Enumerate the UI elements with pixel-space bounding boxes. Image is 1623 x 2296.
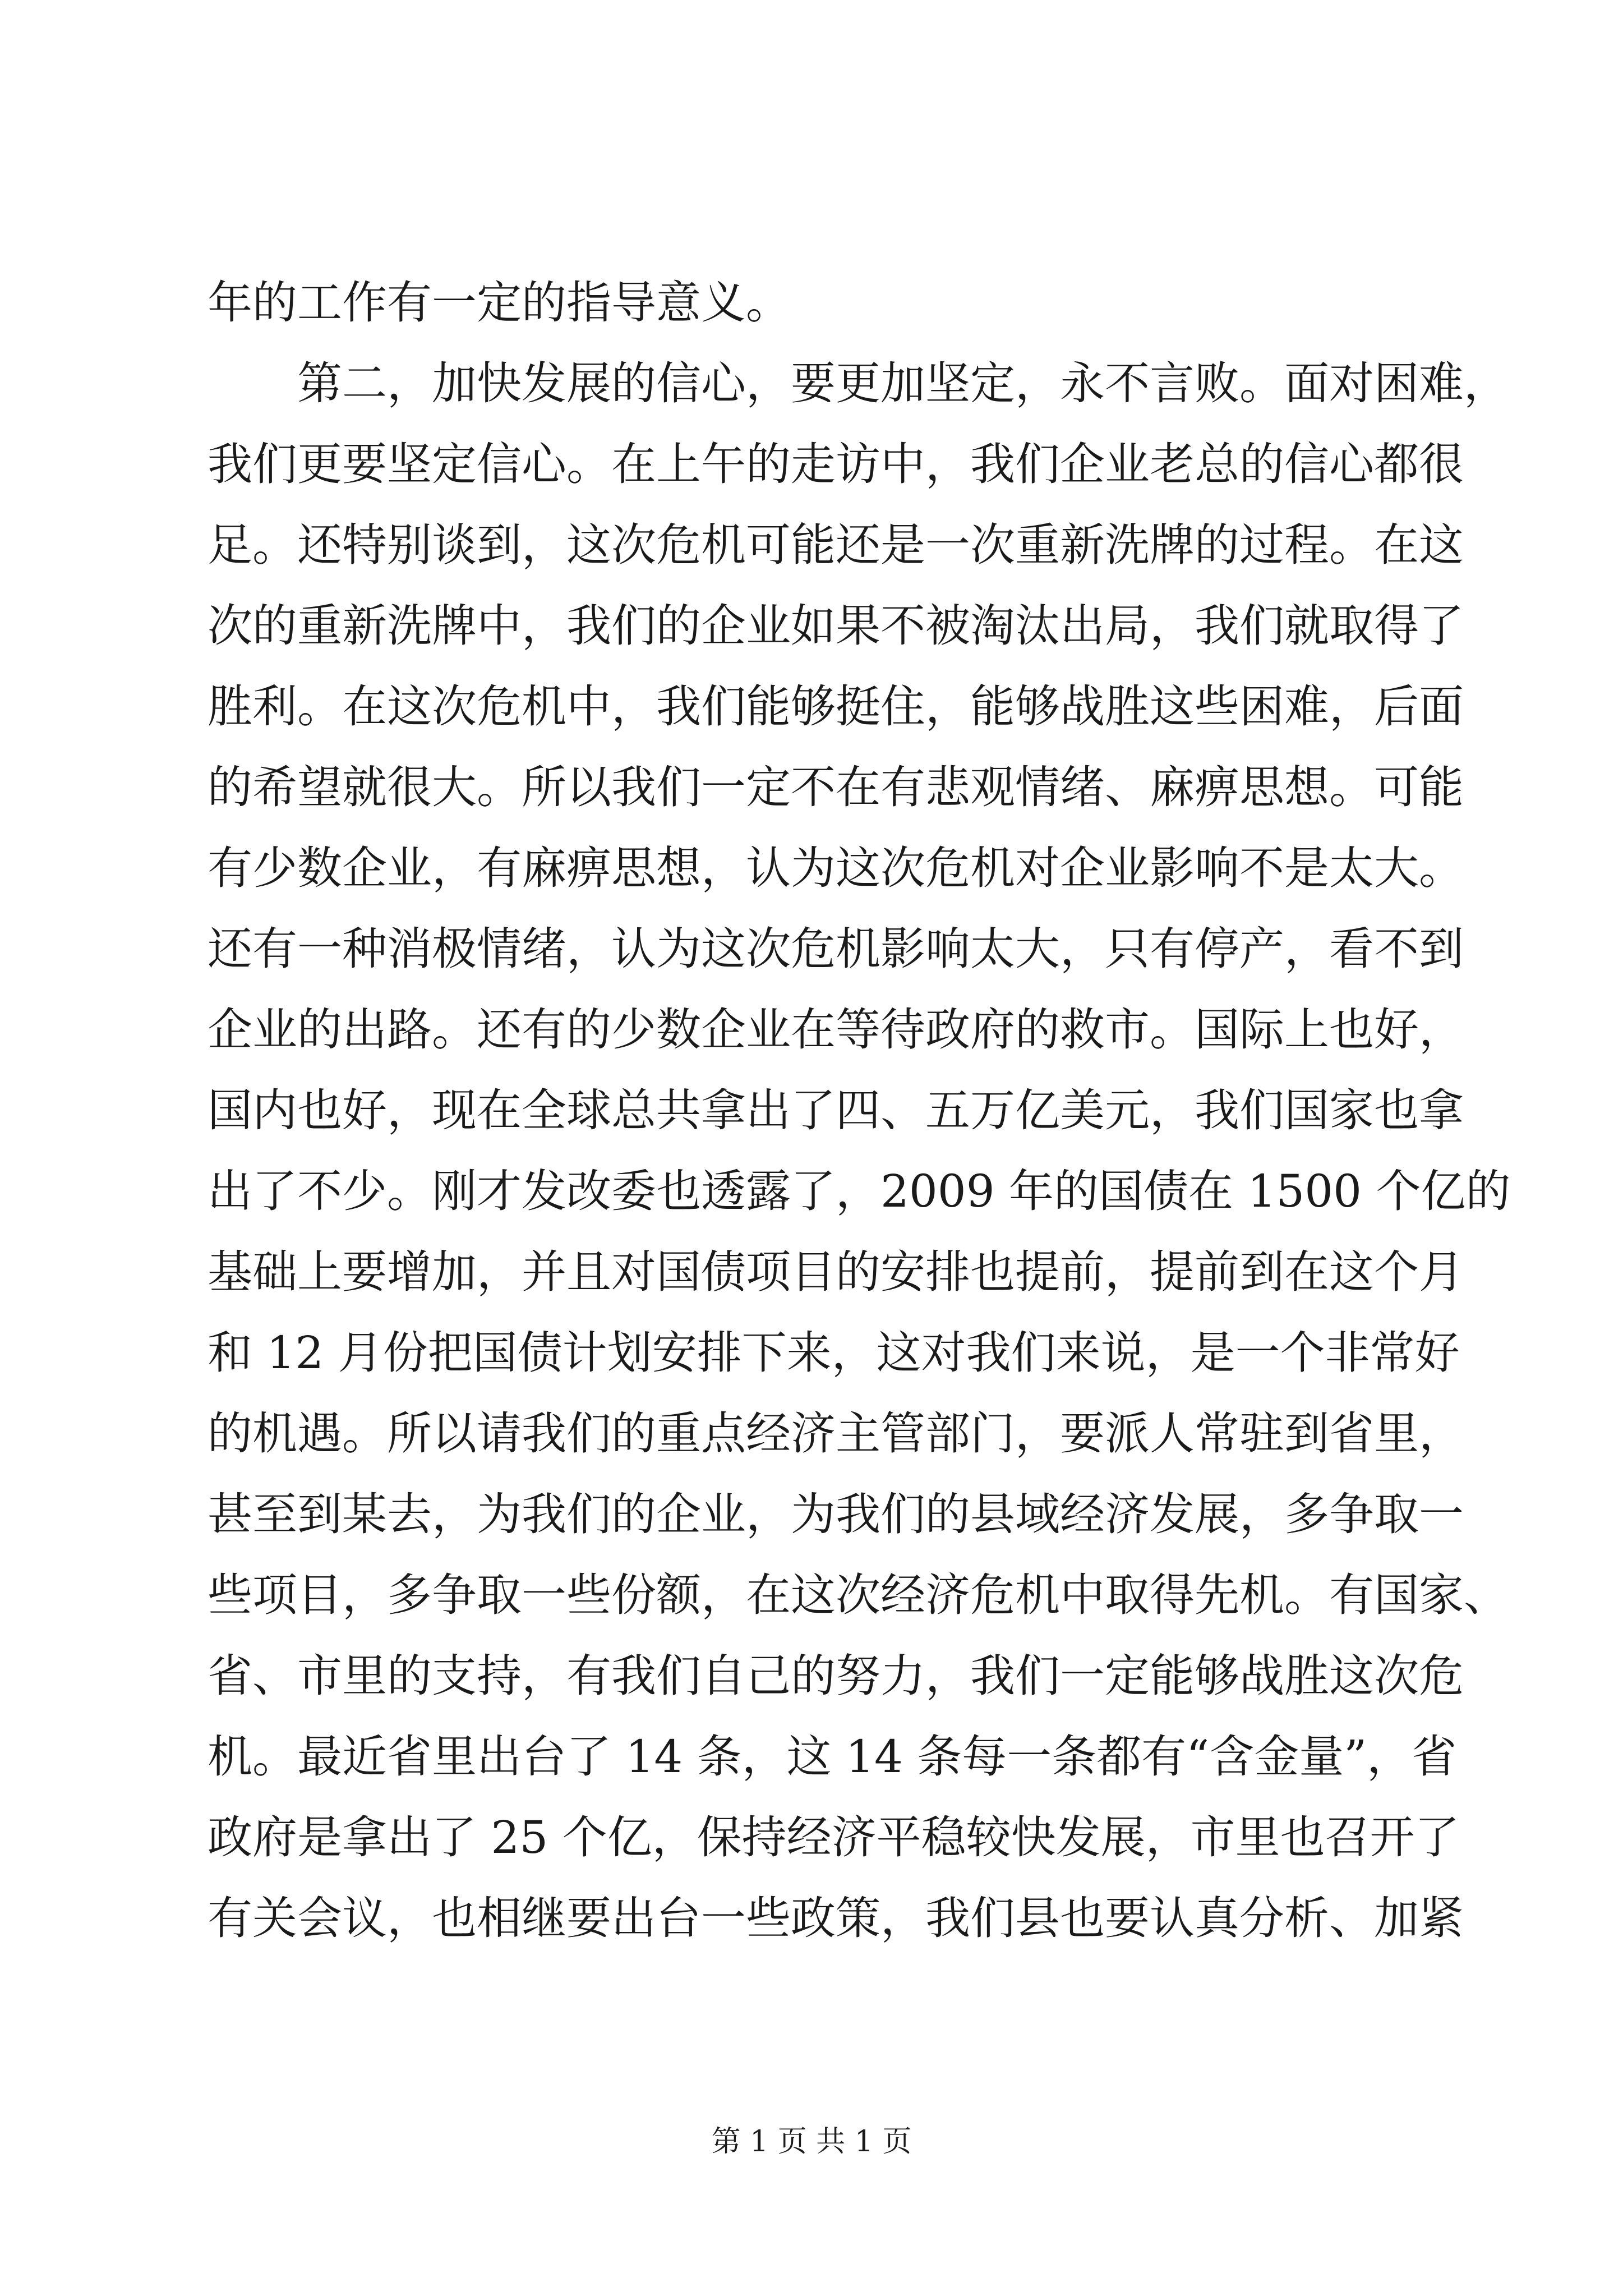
text-line: 胜利。在这次危机中，我们能够挺住，能够战胜这些困难，后面	[208, 680, 1464, 733]
text-line: 有关会议，也相继要出台一些政策，我们县也要认真分析、加紧	[208, 1892, 1464, 1944]
text-line: 第二，加快发展的信心，要更加坚定，永不言败。面对困难，	[208, 357, 1509, 409]
text-line: 甚至到某去，为我们的企业，为我们的县域经济发展，多争取一	[208, 1488, 1464, 1540]
text-line: 基础上要增加，并且对国债项目的安排也提前，提前到在这个月	[208, 1246, 1464, 1298]
text-line: 足。还特别谈到，这次危机可能还是一次重新洗牌的过程。在这	[208, 519, 1464, 571]
text-line: 政府是拿出了 25 个亿，保持经济平稳较快发展，市里也召开了	[208, 1811, 1460, 1864]
text-line: 的希望就很大。所以我们一定不在有悲观情绪、麻痹思想。可能	[208, 761, 1464, 813]
page-footer: 第 1 页 共 1 页	[711, 2125, 912, 2159]
body-text	[208, 263, 1511, 1959]
text-line: 的机遇。所以请我们的重点经济主管部门，要派人常驻到省里，	[208, 1407, 1464, 1460]
text-line: 出了不少。刚才发改委也透露了，2009 年的国债在 1500 个亿的	[208, 1165, 1511, 1217]
text-line: 些项目，多争取一些份额，在这次经济危机中取得先机。有国家、	[208, 1569, 1509, 1621]
text-line: 企业的出路。还有的少数企业在等待政府的救市。国际上也好，	[208, 1004, 1464, 1056]
text-line: 次的重新洗牌中，我们的企业如果不被淘汰出局，我们就取得了	[208, 600, 1464, 652]
text-line: 还有一种消极情绪，认为这次危机影响太大，只有停产，看不到	[208, 923, 1464, 975]
text-line: 省、市里的支持，有我们自己的努力，我们一定能够战胜这次危	[208, 1650, 1464, 1702]
text-line: 国内也好，现在全球总共拿出了四、五万亿美元，我们国家也拿	[208, 1084, 1464, 1137]
text-line: 有少数企业，有麻痹思想，认为这次危机对企业影响不是太大。	[208, 842, 1464, 894]
text-line: 和 12 月份把国债计划安排下来，这对我们来说，是一个非常好	[208, 1327, 1460, 1379]
text-line: 年的工作有一定的指导意义。	[208, 277, 791, 329]
text-line: 机。最近省里出台了 14 条，这 14 条每一条都有“含金量”，省	[208, 1731, 1457, 1783]
text-line: 我们更要坚定信心。在上午的走访中，我们企业老总的信心都很	[208, 438, 1464, 490]
